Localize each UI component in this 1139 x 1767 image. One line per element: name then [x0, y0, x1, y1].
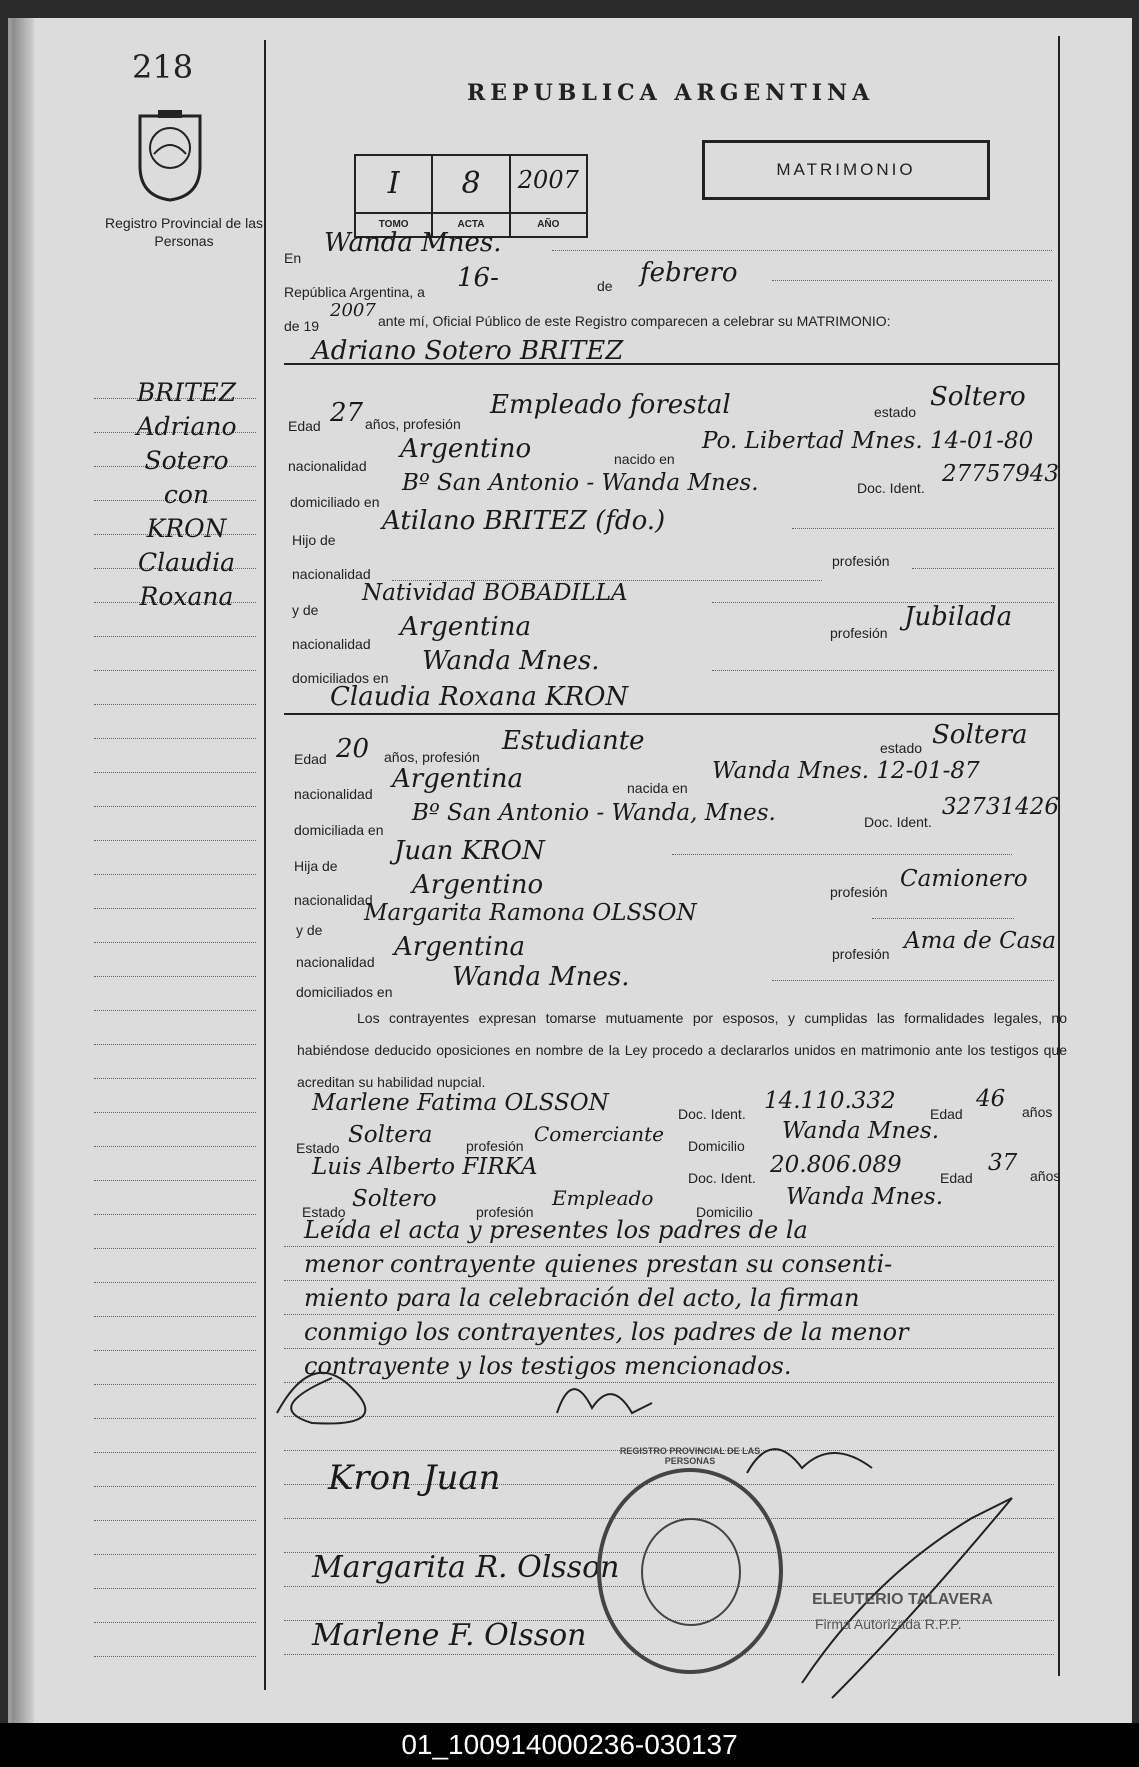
- groom-name: Adriano Sotero BRITEZ: [312, 336, 624, 366]
- witness1-estado-label: Estado: [296, 1140, 340, 1156]
- bride-mother-prof: Ama de Casa: [904, 928, 1056, 954]
- groom-hijo-label: Hijo de: [292, 532, 336, 548]
- groom-nac2-label: nacionalidad: [292, 566, 371, 582]
- bride-estado-label: estado: [880, 740, 923, 756]
- bride-mother-nac: Argentina: [394, 932, 525, 962]
- note-line-5: contrayente y los testigos mencionados.: [304, 1352, 792, 1380]
- bride-doc-label: Doc. Ident.: [864, 814, 932, 830]
- groom-dom-label: domiciliado en: [290, 494, 380, 510]
- stamp-emblem: [641, 1518, 741, 1626]
- bride-nac-label: nacionalidad: [294, 786, 373, 802]
- groom-mother-nac: Argentina: [400, 612, 531, 642]
- acta-label: ACTA: [433, 212, 508, 236]
- groom-nac-label: nacionalidad: [288, 458, 367, 474]
- signature-mother: Margarita R. Olsson: [312, 1550, 620, 1585]
- bride-profesion: Estudiante: [502, 726, 645, 756]
- act-type-box: MATRIMONIO: [702, 140, 990, 200]
- day-value: 16-: [457, 263, 499, 293]
- margin-name-6: Claudia: [137, 548, 236, 577]
- month-value: febrero: [640, 258, 738, 288]
- groom-mother-prof: Jubilada: [904, 602, 1013, 632]
- groom-mother: Natividad BOBADILLA: [362, 580, 628, 606]
- document-page: [8, 18, 1132, 1723]
- groom-father: Atilano BRITEZ (fdo.): [382, 506, 666, 536]
- de-month-label: de: [597, 278, 613, 294]
- bride-doms-label: domiciliados en: [296, 984, 393, 1000]
- image-id-footer: 01_100914000236-030137: [0, 1723, 1139, 1767]
- bride-estado: Soltera: [932, 720, 1028, 750]
- official-role: Firma Autorizada R.P.P.: [815, 1616, 962, 1632]
- witness2-name: Luis Alberto FIRKA: [312, 1154, 538, 1180]
- groom-nac3-label: nacionalidad: [292, 636, 371, 652]
- witness1-edad: 46: [976, 1086, 1006, 1112]
- groom-profesion: Empleado forestal: [490, 390, 731, 420]
- groom-edad: 27: [330, 398, 364, 428]
- groom-parents-dom: Wanda Mnes.: [422, 646, 600, 676]
- bride-edad: 20: [336, 734, 370, 764]
- margin-name-5: KRON: [146, 514, 227, 543]
- witness1-name: Marlene Fatima OLSSON: [312, 1090, 609, 1116]
- witness2-edad: 37: [988, 1150, 1018, 1176]
- witness2-prof: Empleado: [552, 1186, 654, 1210]
- bride-nacida-label: nacida en: [627, 780, 688, 796]
- groom-nacido: Po. Libertad Mnes. 14-01-80: [702, 428, 1034, 454]
- bride-nacionalidad: Argentina: [392, 764, 523, 794]
- groom-anos-label: años, profesión: [365, 416, 461, 432]
- witness1-dom: Wanda Mnes.: [782, 1118, 940, 1144]
- acta-value: 8: [461, 166, 481, 201]
- bride-nac3-label: nacionalidad: [296, 954, 375, 970]
- registry-name: Registro Provincial de las Personas: [105, 215, 263, 249]
- groom-estado-label: estado: [874, 404, 917, 420]
- bride-father-prof: Camionero: [900, 866, 1028, 892]
- margin-name-4: con: [163, 480, 210, 509]
- witness1-dom-label: Domicilio: [688, 1138, 745, 1154]
- witness2-anos-label: años: [1030, 1168, 1061, 1184]
- tomo-value: I: [387, 166, 400, 201]
- country-title: REPUBLICA ARGENTINA: [467, 80, 875, 106]
- ano-label: AÑO: [511, 212, 586, 236]
- signature-witness: Marlene F. Olsson: [312, 1618, 587, 1653]
- witness1-prof-label: profesión: [466, 1138, 524, 1154]
- note-line-4: conmigo los contrayentes, los padres de la menor: [304, 1318, 909, 1346]
- note-line-1: Leída el acta y presentes los padres de la: [304, 1216, 808, 1244]
- bride-name: Claudia Roxana KRON: [330, 682, 629, 712]
- stamp-text: REGISTRO PROVINCIAL DE LAS PERSONAS: [619, 1446, 761, 1466]
- witness1-prof: Comerciante: [534, 1122, 664, 1146]
- bride-mother: Margarita Ramona OLSSON: [364, 900, 697, 926]
- signature-scribbles: [12, 18, 1132, 1723]
- bride-dom-label: domiciliada en: [294, 822, 384, 838]
- witness2-doc: 20.806.089: [770, 1152, 902, 1178]
- bride-doc: 32731426: [942, 794, 1060, 820]
- groom-domicilio: Bº San Antonio - Wanda Mnes.: [402, 470, 759, 496]
- witness2-dom-label: Domicilio: [696, 1204, 753, 1220]
- groom-prof2-label: profesión: [832, 553, 890, 569]
- bride-edad-label: Edad: [294, 751, 327, 767]
- witness1-doc: 14.110.332: [764, 1088, 896, 1114]
- witness2-dom: Wanda Mnes.: [786, 1184, 944, 1210]
- witness2-edad-label: Edad: [940, 1170, 973, 1186]
- groom-doms-label: domiciliados en: [292, 670, 389, 686]
- place-value: Wanda Mnes.: [324, 228, 502, 258]
- witness1-doc-label: Doc. Ident.: [678, 1106, 746, 1122]
- year-value: 2007: [330, 300, 376, 321]
- witness1-edad-label: Edad: [930, 1106, 963, 1122]
- ano-value: 2007: [517, 166, 579, 194]
- witness2-doc-label: Doc. Ident.: [688, 1170, 756, 1186]
- groom-nacionalidad: Argentino: [400, 434, 532, 464]
- margin-name-1: BRITEZ: [136, 378, 237, 407]
- groom-yde-label: y de: [292, 602, 319, 618]
- en-label: En: [284, 250, 302, 266]
- signature-father: Kron Juan: [328, 1458, 501, 1498]
- groom-doc-label: Doc. Ident.: [857, 480, 925, 496]
- de19-label: de 19: [284, 318, 320, 334]
- margin-name-7: Roxana: [139, 582, 234, 611]
- bride-domicilio: Bº San Antonio - Wanda, Mnes.: [412, 800, 776, 826]
- bride-parents-dom: Wanda Mnes.: [452, 962, 630, 992]
- bride-father: Juan KRON: [394, 836, 545, 866]
- page-number: 218: [132, 48, 194, 86]
- bride-nac2-label: nacionalidad: [294, 892, 373, 908]
- declaration-text: Los contrayentes expresan tomarse mutuamente por esposos, y cumplidas las formalidades legales, no habiéndose deducido oposiciones en nombre de la Ley procedo a declararlos unidos en matrimonio ante los testigos que acreditan su habilidad nupcial.: [297, 1010, 1067, 1090]
- bride-prof2-label: profesión: [830, 884, 888, 900]
- bride-prof3-label: profesión: [832, 946, 890, 962]
- groom-estado: Soltero: [930, 382, 1026, 412]
- official-name: ELEUTERIO TALAVERA: [812, 1591, 993, 1608]
- bride-yde-label: y de: [296, 922, 323, 938]
- groom-prof3-label: profesión: [830, 625, 888, 641]
- witness2-prof-label: profesión: [476, 1204, 534, 1220]
- official-stamp: [597, 1446, 783, 1674]
- groom-doc: 27757943: [942, 461, 1060, 487]
- bride-father-nac: Argentino: [412, 870, 544, 900]
- witness1-estado: Soltera: [348, 1122, 433, 1148]
- bride-anos-label: años, profesión: [384, 749, 480, 765]
- republica-label: República Argentina, a: [284, 284, 425, 300]
- note-line-2: menor contrayente quienes prestan su consenti-: [304, 1250, 893, 1278]
- margin-name-2: Adriano: [136, 412, 237, 441]
- witness1-anos-label: años: [1022, 1104, 1053, 1120]
- bride-hija-label: Hija de: [294, 858, 338, 874]
- groom-edad-label: Edad: [288, 418, 321, 434]
- tomo-label: TOMO: [356, 212, 431, 236]
- witness2-estado-label: Estado: [302, 1204, 346, 1220]
- bride-nacida: Wanda Mnes. 12-01-87: [712, 758, 980, 784]
- groom-nacido-label: nacido en: [614, 451, 675, 467]
- ante-label: ante mí, Oficial Público de este Registro comparecen a celebrar su MATRIMONIO:: [378, 313, 891, 329]
- margin-name-3: Sotero: [144, 446, 229, 475]
- note-line-3: miento para la celebración del acto, la firman: [304, 1284, 860, 1312]
- witness2-estado: Soltero: [352, 1186, 437, 1212]
